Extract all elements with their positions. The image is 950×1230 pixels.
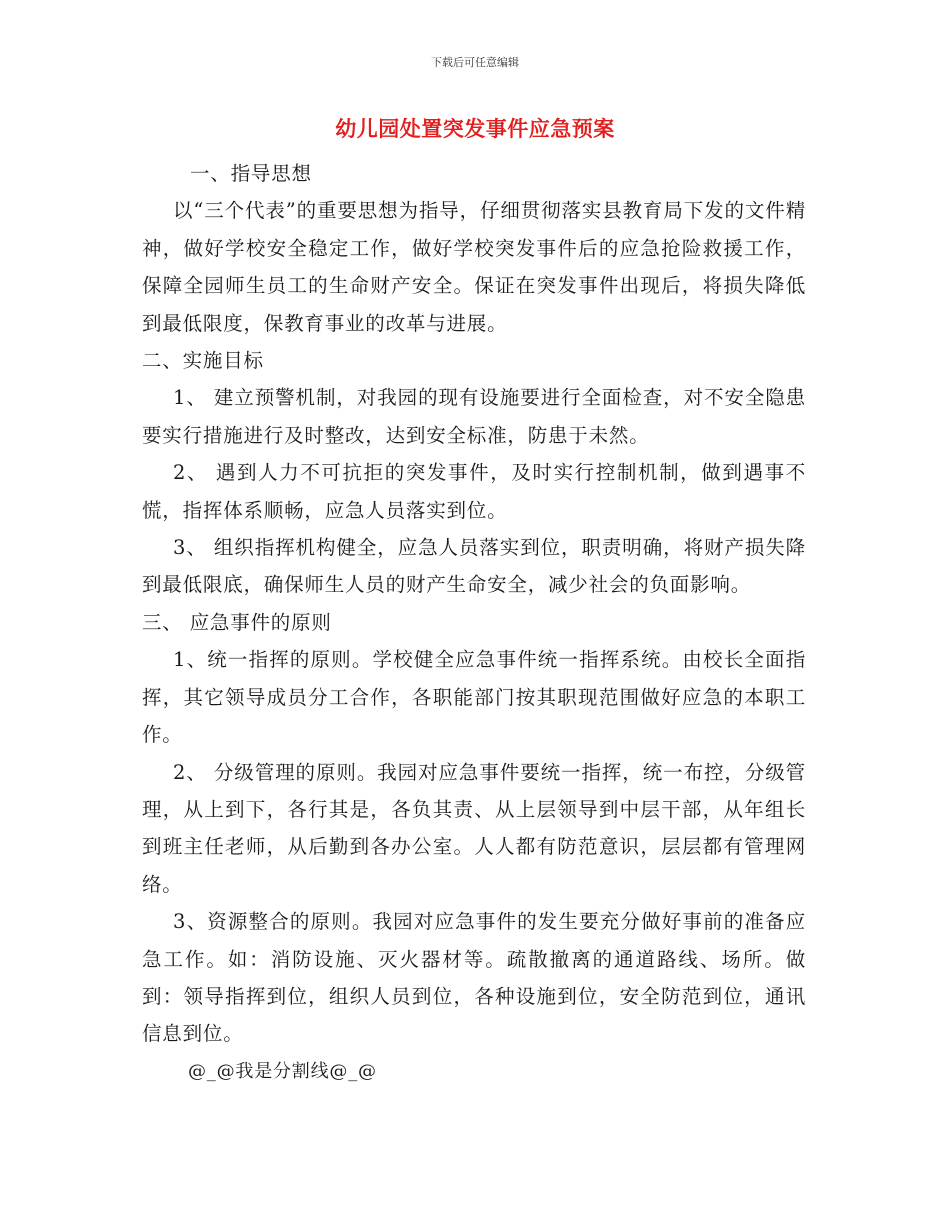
principle-item-1: 1、统一指挥的原则。学校健全应急事件统一指挥系统。由校长全面指挥，其它领导成员分工合作，各职能部门按其职现范围做好应急的本职工作。 [142, 648, 806, 747]
principle-item-2: 2、 分级管理的原则。我园对应急事件要统一指挥，统一布控，分级管理，从上到下，各行其是，各负其责、从上层领导到中层干部，从年组长到班主任老师，从后勤到各办公室。人人都有防范意识，层层都有管理网络。 [142, 760, 806, 896]
section-heading-principles: 三、 应急事件的原则 [142, 610, 332, 634]
header-note: 下载后可任意编辑 [431, 56, 519, 69]
goal-item-1: 1、 建立预警机制，对我园的现有设施要进行全面检查，对不安全隐患要实行措施进行及时整改，达到安全标准，防患于未然。 [142, 386, 806, 447]
goal-item-2: 2、 遇到人力不可抗拒的突发事件，及时实行控制机制，做到遇事不慌，指挥体系顺畅，应急人员落实到位。 [142, 461, 806, 522]
section-heading-implementation-goals: 二、实施目标 [142, 349, 264, 373]
paragraph-guiding-ideology: 以“三个代表”的重要思想为指导，仔细贯彻落实县教育局下发的文件精神，做好学校安全稳定工作，做好学校突发事件后的应急抢险救援工作，保障全园师生员工的生命财产安全。保证在突发事件出现后，将损失降低到最低限度，保教育事业的改革与进展。 [142, 199, 806, 335]
document-title: 幼儿园处置突发事件应急预案 [335, 117, 615, 141]
document-body [142, 155, 806, 1090]
section-heading-guiding-ideology: 一、指导思想 [190, 162, 312, 185]
divider-text: @_@我是分割线@_@ [188, 1060, 377, 1082]
goal-item-3: 3、 组织指挥机构健全，应急人员落实到位，职责明确，将财产损失降到最低限底，确保师生人员的财产生命安全，减少社会的负面影响。 [142, 536, 806, 597]
principle-item-3: 3、资源整合的原则。我园对应急事件的发生要充分做好事前的准备应急工作。如：消防设施、灭火器材等。疏散撤离的通道路线、场所。做到：领导指挥到位，组织人员到位，各种设施到位，安全防范到位，通讯信息到位。 [142, 910, 806, 1046]
